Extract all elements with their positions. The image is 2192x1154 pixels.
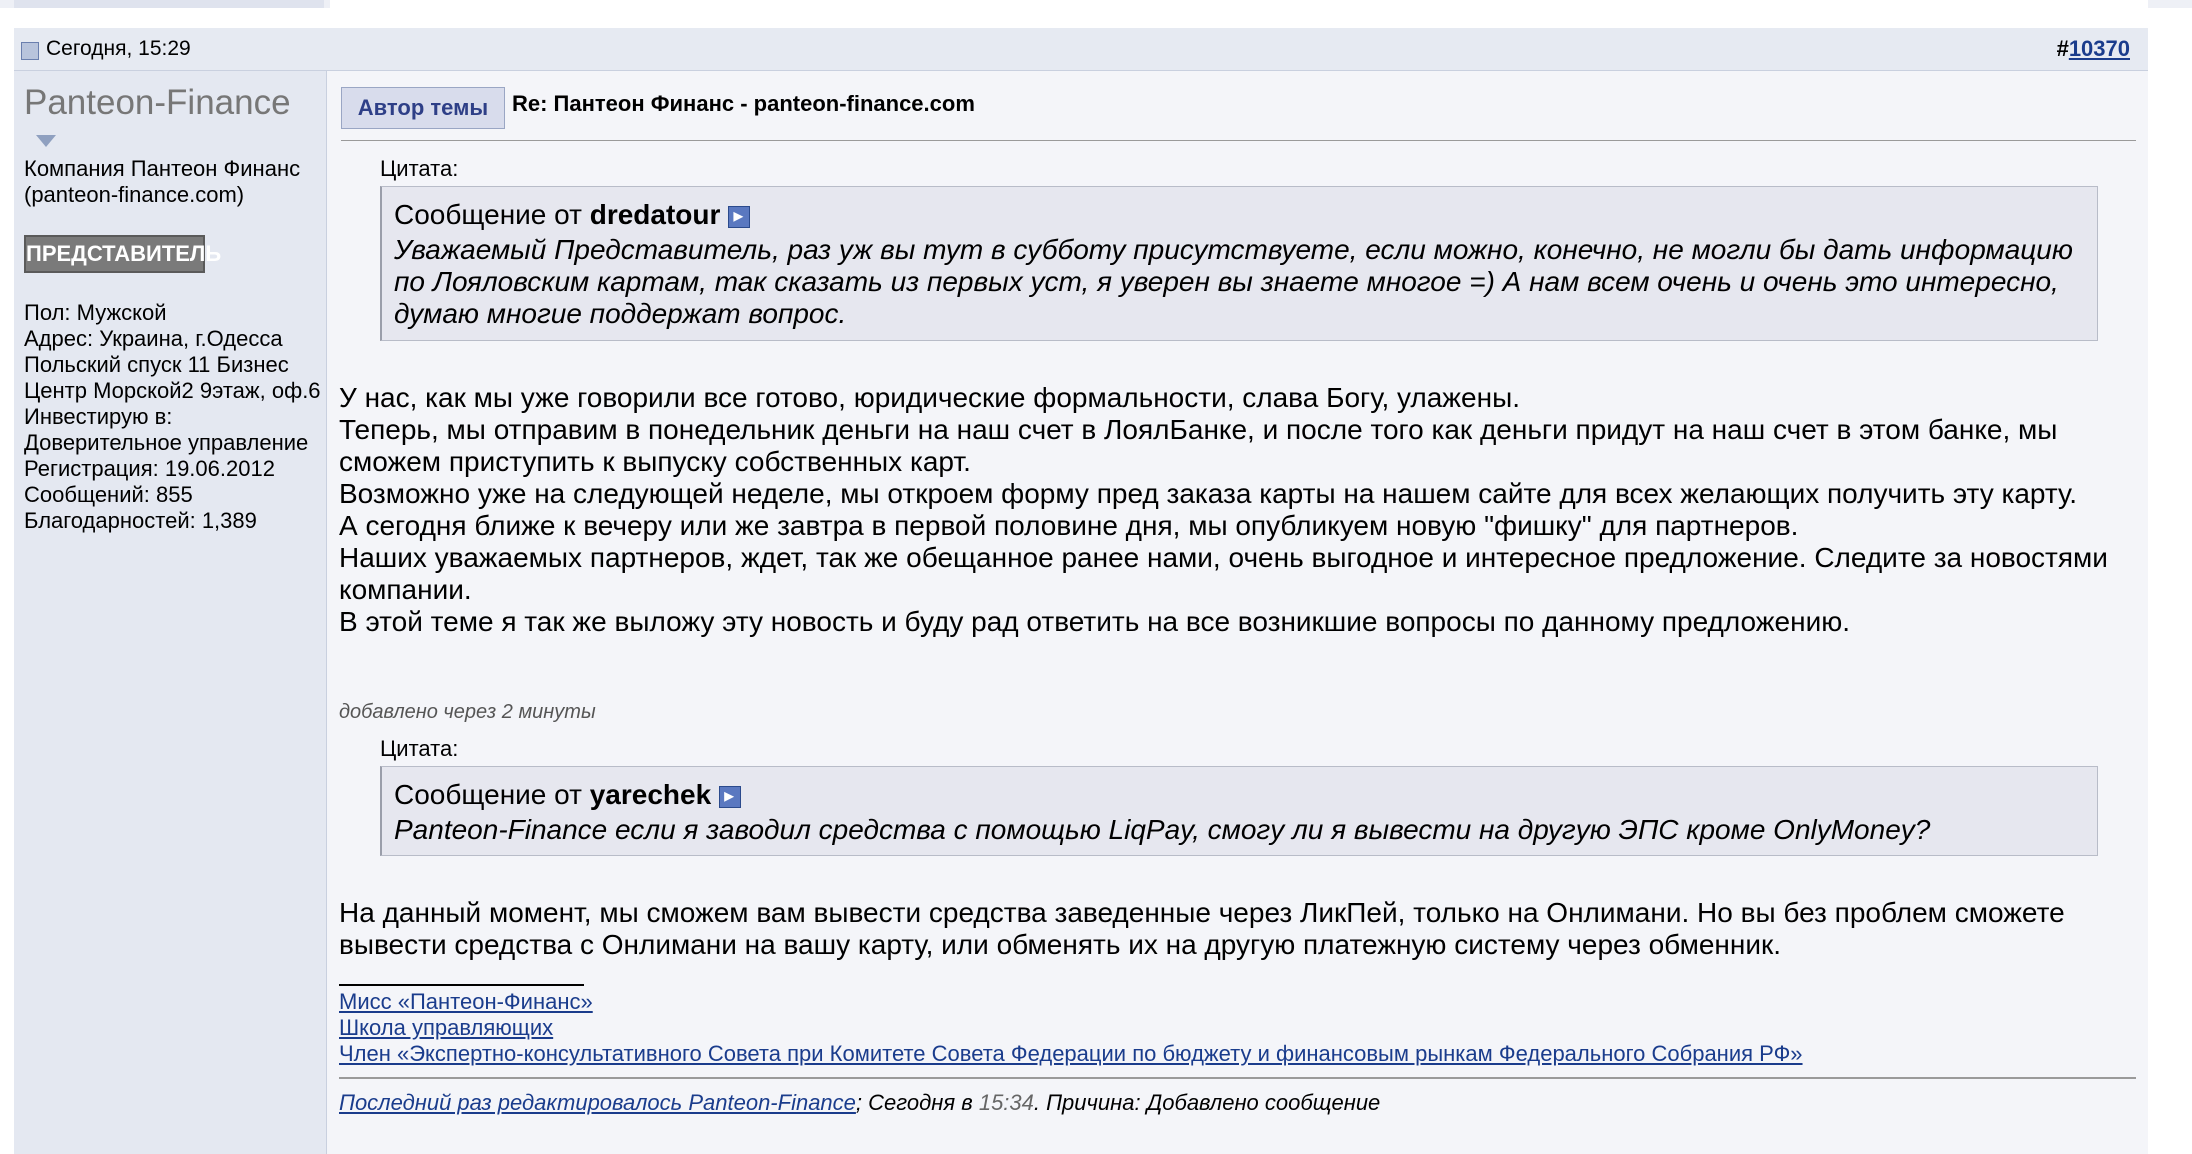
view-post-icon[interactable] (719, 786, 741, 808)
post-title: Re: Пантеон Финанс - panteon-finance.com (512, 91, 975, 116)
quote-author-2: yarechek (589, 779, 712, 810)
post-number-prefix: # (2056, 36, 2069, 61)
post-icon (21, 42, 39, 60)
username[interactable]: Panteon-Finance (24, 83, 291, 122)
reply-paragraph-2: На данный момент, мы сможем вам вывести средства заведенные через ЛикПей, только на Онлимани. Но вы без проблем сможете вывести средства с Онлимани на вашу карту, или обменять их на другую платежную систему через обменник. (339, 897, 2065, 960)
reply-paragraph-1 (339, 382, 2139, 638)
user-info-registered: Регистрация: 19.06.2012 (24, 456, 275, 481)
signature-link-school[interactable]: Школа управляющих (339, 1015, 554, 1040)
quote-box-2 (380, 766, 2098, 856)
edit-reason: . Причина: Добавлено сообщение (1033, 1090, 1381, 1115)
edit-history-link[interactable]: Последний раз редактировалось Panteon-Finance (339, 1090, 856, 1115)
quote-text-1: Уважаемый Представитель, раз уж вы тут в субботу присутствуете, если можно, конечно, не могли бы дать информацию по Лояловским картам, так сказать из первых уст, я уверен вы знаете многое =) А нам всем очень и очень это интересно, думаю многие поддержат вопрос. (394, 234, 2073, 329)
edit-time: 15:34 (978, 1090, 1034, 1115)
post-body (327, 71, 2148, 1154)
user-title: Компания Пантеон Финанс (panteon-finance.com) (24, 156, 301, 207)
quote-from-label-1: Сообщение от (394, 199, 582, 230)
post-number-link[interactable]: 10370 (2068, 36, 2130, 61)
reply-line-6: В этой теме я так же выложу эту новость и буду рад ответить на все возникшие вопросы по данному предложению. (339, 606, 1850, 637)
view-post-icon[interactable] (728, 206, 750, 228)
post-header (14, 28, 2148, 71)
user-info (24, 300, 324, 534)
user-info-posts: Сообщений: 855 (24, 482, 193, 507)
user-info-address: Адрес: Украина, г.Одесса Польский спуск 11 Бизнес Центр Морской2 9этаж, оф.6 (24, 326, 321, 403)
title-divider (341, 140, 2136, 141)
quote-header-1 (394, 199, 750, 231)
signature-link-miss[interactable]: Мисс «Пантеон-Финанс» (339, 989, 593, 1014)
topic-starter-button[interactable]: Автор темы (341, 87, 505, 129)
user-sidebar (14, 71, 327, 1154)
reply-line-5: Наших уважаемых партнеров, ждет, так же обещанное ранее нами, очень выгодное и интересное предложение. Следите за новостями компании. (339, 542, 2108, 605)
edit-note (339, 1090, 1380, 1116)
reply-line-1: У нас, как мы уже говорили все готово, юридические формальности, слава Богу, улажены. (339, 382, 1520, 413)
edit-divider (339, 1077, 2136, 1079)
signature-divider (339, 984, 584, 986)
top-gap (0, 8, 2192, 28)
quote-header-2 (394, 779, 741, 811)
top-strip-right (330, 0, 2148, 8)
edit-middle: ; Сегодня в (855, 1090, 979, 1115)
reply-line-3: Возможно уже на следующей неделе, мы откроем форму пред заказа карты на нашем сайте для всех желающих получить эту карту. (339, 478, 2077, 509)
user-info-gender: Пол: Мужской (24, 300, 167, 325)
user-menu-icon[interactable] (36, 135, 56, 147)
quote-from-label-2: Сообщение от (394, 779, 582, 810)
added-note: добавлено через 2 минуты (339, 701, 596, 723)
user-info-invests: Инвестирую в: Доверительное управление (24, 404, 309, 455)
representative-badge: ПРЕДСТАВИТЕЛЬ (24, 235, 205, 273)
reply-line-2: Теперь, мы отправим в понедельник деньги на наш счет в ЛоялБанке, и после того как деньги придут на наш счет в этом банке, мы сможем приступить к выпуску собственных карт. (339, 414, 2058, 477)
signature-link-council[interactable]: Член «Экспертно-консультативного Совета при Комитете Совета Федерации по бюджету и финансовым рынкам Федерального Собрания РФ» (339, 1041, 1803, 1066)
post-number (2057, 36, 2130, 62)
user-info-thanks: Благодарностей: 1,389 (24, 508, 257, 533)
reply-line-4: А сегодня ближе к вечеру или же завтра в первой половине дня, мы опубликуем новую "фишку" для партнеров. (339, 510, 1799, 541)
quote-label-1: Цитата: (380, 156, 459, 181)
quote-text-2: Panteon-Finance если я заводил средства с помощью LiqPay, смогу ли я вывести на другую ЭПС кроме OnlyMoney? (394, 814, 1931, 845)
quote-author-1: dredatour (589, 199, 721, 230)
top-strip-left (14, 0, 324, 8)
quote-box-1 (380, 186, 2098, 341)
post-date: Сегодня, 15:29 (46, 37, 191, 60)
quote-label-2: Цитата: (380, 736, 459, 761)
